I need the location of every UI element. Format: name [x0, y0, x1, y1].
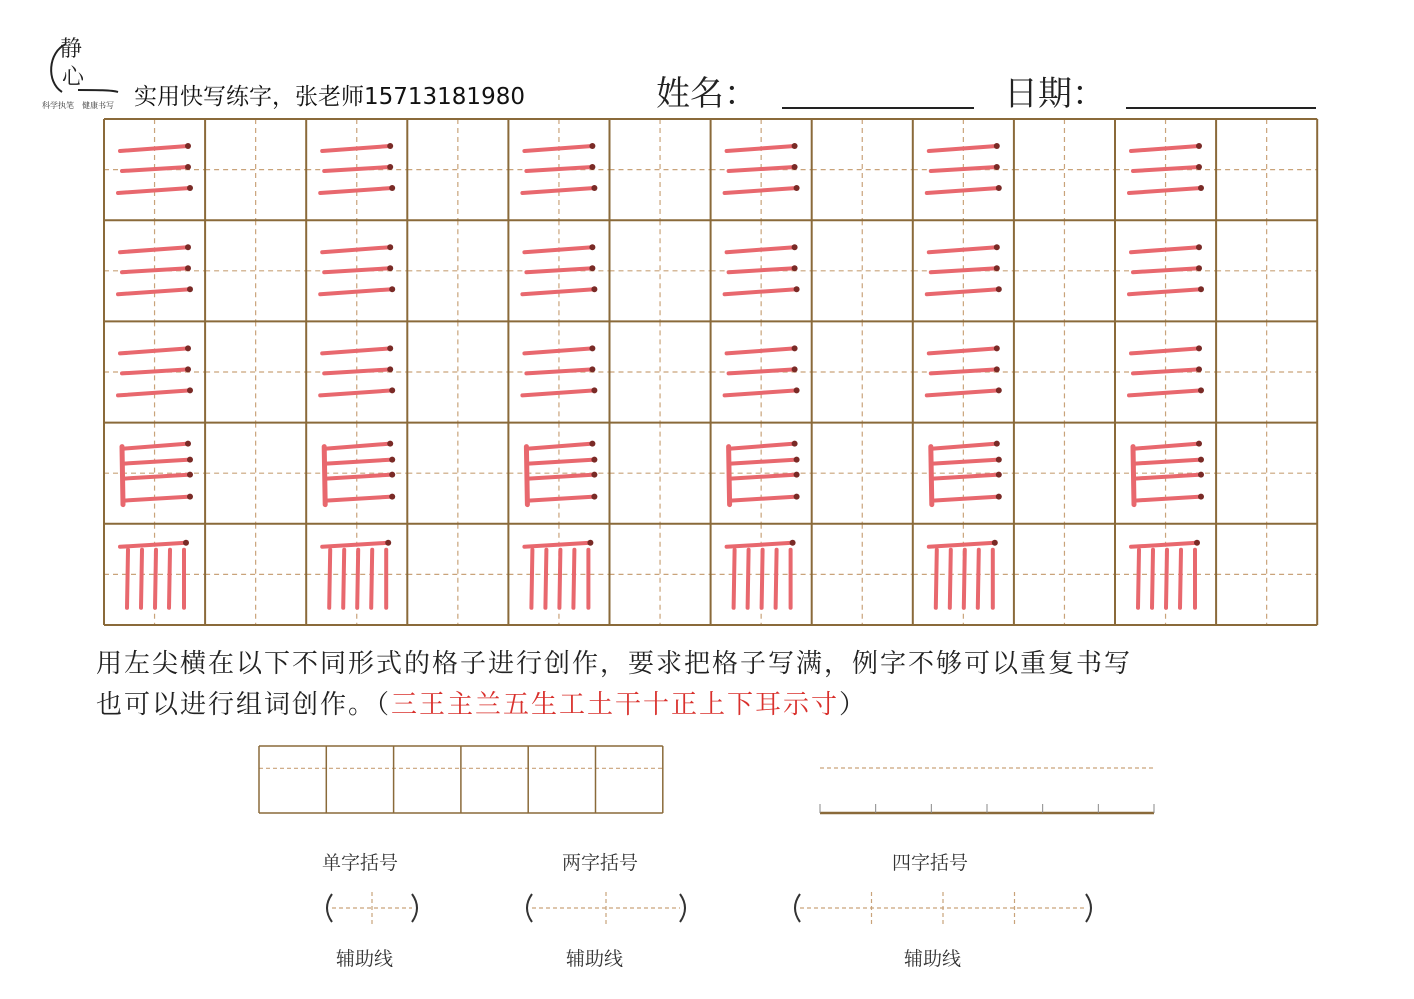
stroke-heng-b — [124, 460, 190, 464]
stroke-top-tip — [587, 540, 593, 546]
stroke-shu — [526, 447, 527, 505]
stroke-heng-c-tip — [1198, 472, 1204, 478]
date-label: 日期： — [1004, 74, 1106, 114]
stroke-heng-b — [731, 460, 797, 464]
stroke-heng-1 — [322, 348, 390, 353]
stroke-top — [120, 543, 186, 547]
stroke-heng-3-tip — [794, 286, 800, 292]
stroke-heng-a — [933, 444, 997, 449]
stroke-heng-d-tip — [996, 494, 1002, 500]
stroke-top-tip — [790, 540, 796, 546]
instructions-suffix: ） — [839, 690, 868, 720]
stroke-heng-c — [1135, 475, 1201, 479]
stroke-heng-c — [124, 475, 190, 479]
stroke-heng-d-tip — [591, 494, 597, 500]
stroke-heng-2 — [1133, 268, 1199, 272]
stroke-heng-2-tip — [1196, 164, 1202, 170]
stroke-vertical — [371, 550, 372, 608]
stroke-heng-2 — [729, 268, 795, 272]
stroke-heng-1 — [120, 247, 188, 252]
stroke-heng-2-tip — [792, 265, 798, 271]
stroke-heng-2-tip — [792, 164, 798, 170]
stroke-heng-1 — [322, 146, 390, 151]
stroke-heng-d-tip — [187, 494, 193, 500]
stroke-heng-a-tip — [387, 441, 393, 447]
name-label: 姓名： — [656, 74, 758, 114]
stroke-heng-1 — [929, 348, 997, 353]
stroke-heng-b-tip — [996, 457, 1002, 463]
stroke-top — [1131, 543, 1197, 547]
stroke-heng-2-tip — [589, 265, 595, 271]
stroke-heng-3-tip — [187, 286, 193, 292]
stroke-heng-3 — [320, 390, 392, 395]
stroke-heng-2 — [931, 369, 997, 373]
stroke-heng-2 — [1133, 369, 1199, 373]
stroke-heng-2 — [526, 268, 592, 272]
stroke-heng-c-tip — [389, 472, 395, 478]
stroke-heng-1 — [1131, 348, 1199, 353]
stroke-heng-a — [731, 444, 795, 449]
stroke-heng-d — [1135, 497, 1201, 501]
stroke-heng-1 — [727, 146, 795, 151]
stroke-heng-1 — [1131, 146, 1199, 151]
stroke-heng-1 — [524, 247, 592, 252]
stroke-vertical — [343, 550, 344, 608]
stroke-heng-c — [326, 475, 392, 479]
stroke-heng-2-tip — [792, 366, 798, 372]
stroke-heng-c-tip — [591, 472, 597, 478]
stroke-heng-3 — [320, 289, 392, 294]
stroke-heng-3 — [320, 188, 392, 193]
stroke-heng-2 — [729, 369, 795, 373]
stroke-heng-1-tip — [1196, 244, 1202, 250]
stroke-vertical — [964, 550, 965, 608]
stroke-vertical — [1180, 550, 1181, 608]
stroke-heng-1 — [929, 247, 997, 252]
stroke-heng-b-tip — [591, 457, 597, 463]
stroke-heng-2 — [1133, 167, 1199, 171]
stroke-heng-2-tip — [185, 366, 191, 372]
stroke-vertical — [776, 550, 777, 608]
stroke-heng-3-tip — [996, 387, 1002, 393]
stroke-top-tip — [385, 540, 391, 546]
stroke-heng-3-tip — [591, 387, 597, 393]
stroke-heng-3 — [1129, 390, 1201, 395]
stroke-vertical — [127, 550, 128, 608]
logo-char-top: 静 — [60, 37, 83, 62]
stroke-heng-2 — [526, 167, 592, 171]
stroke-heng-3 — [522, 390, 594, 395]
stroke-heng-1-tip — [994, 244, 1000, 250]
stroke-heng-1 — [727, 247, 795, 252]
stroke-heng-1-tip — [792, 345, 798, 351]
stroke-heng-a-tip — [589, 441, 595, 447]
stroke-heng-a — [528, 444, 592, 449]
stroke-heng-d-tip — [389, 494, 395, 500]
stroke-heng-3 — [522, 289, 594, 294]
stroke-heng-a — [326, 444, 390, 449]
stroke-heng-3 — [1129, 289, 1201, 294]
stroke-heng-1 — [1131, 247, 1199, 252]
stroke-heng-b-tip — [1198, 457, 1204, 463]
stroke-heng-1 — [929, 146, 997, 151]
stroke-heng-2-tip — [994, 265, 1000, 271]
stroke-heng-2-tip — [994, 164, 1000, 170]
instructions-line2 — [96, 685, 1336, 726]
stroke-heng-b — [933, 460, 999, 464]
logo-tagline: 科学执笔 健康书写 — [42, 101, 114, 110]
stroke-heng-3 — [927, 390, 999, 395]
stroke-vertical — [734, 550, 735, 608]
four-bracket-open — [795, 894, 800, 922]
stroke-shu — [324, 447, 325, 505]
stroke-heng-3-tip — [187, 185, 193, 191]
single-bracket-open — [327, 894, 332, 922]
stroke-heng-1 — [120, 146, 188, 151]
stroke-vertical — [329, 550, 330, 608]
stroke-heng-1 — [727, 348, 795, 353]
stroke-heng-b-tip — [187, 457, 193, 463]
four-bracket-label: 四字括号 — [892, 852, 969, 874]
stroke-heng-3 — [725, 188, 797, 193]
stroke-heng-1 — [524, 348, 592, 353]
stroke-heng-3-tip — [389, 286, 395, 292]
stroke-vertical — [1152, 550, 1153, 608]
stroke-vertical — [531, 550, 532, 608]
stroke-heng-d — [528, 497, 594, 501]
stroke-heng-1 — [524, 146, 592, 151]
stroke-heng-3 — [927, 188, 999, 193]
stroke-heng-2 — [324, 167, 390, 171]
stroke-heng-1-tip — [185, 244, 191, 250]
stroke-heng-1-tip — [589, 244, 595, 250]
stroke-heng-3 — [1129, 188, 1201, 193]
stroke-heng-2-tip — [185, 164, 191, 170]
stroke-heng-3-tip — [187, 387, 193, 393]
stroke-heng-1-tip — [792, 244, 798, 250]
stroke-heng-c — [731, 475, 797, 479]
stroke-vertical — [1166, 550, 1167, 608]
stroke-shu — [122, 447, 123, 505]
stroke-heng-3-tip — [1198, 387, 1204, 393]
stroke-heng-d-tip — [794, 494, 800, 500]
guide-label-2: 辅助线 — [566, 948, 624, 970]
double-bracket-close — [680, 894, 685, 922]
stroke-heng-2 — [122, 268, 188, 272]
guide-label-4: 辅助线 — [904, 948, 962, 970]
stroke-vertical — [762, 550, 763, 608]
stroke-heng-1-tip — [387, 244, 393, 250]
stroke-heng-c-tip — [996, 472, 1002, 478]
stroke-heng-2 — [122, 369, 188, 373]
stroke-heng-c-tip — [187, 472, 193, 478]
stroke-heng-3 — [927, 289, 999, 294]
stroke-vertical — [950, 550, 951, 608]
stroke-heng-1-tip — [994, 143, 1000, 149]
double-bracket-open — [527, 894, 532, 922]
stroke-heng-2-tip — [994, 366, 1000, 372]
stroke-top — [524, 543, 590, 547]
stroke-heng-2-tip — [387, 265, 393, 271]
double-bracket-label: 两字括号 — [562, 852, 639, 874]
stroke-heng-a — [124, 444, 188, 449]
stroke-shu — [1133, 447, 1134, 505]
stroke-heng-3-tip — [794, 387, 800, 393]
stroke-top-tip — [183, 540, 189, 546]
stroke-heng-2 — [324, 369, 390, 373]
stroke-heng-c — [528, 475, 594, 479]
stroke-top-tip — [1194, 540, 1200, 546]
stroke-heng-2-tip — [1196, 366, 1202, 372]
stroke-shu — [729, 447, 730, 505]
stroke-heng-1-tip — [387, 143, 393, 149]
stroke-shu — [931, 447, 932, 505]
stroke-heng-3-tip — [591, 286, 597, 292]
stroke-heng-1-tip — [185, 345, 191, 351]
stroke-heng-d — [326, 497, 392, 501]
stroke-vertical — [545, 550, 546, 608]
stroke-vertical — [559, 550, 560, 608]
stroke-vertical — [357, 550, 358, 608]
instructions-prefix: 也可以进行组词创作。（ — [96, 690, 392, 720]
stroke-heng-2 — [324, 268, 390, 272]
stroke-heng-a-tip — [1196, 441, 1202, 447]
stroke-heng-b-tip — [389, 457, 395, 463]
stroke-heng-2 — [931, 268, 997, 272]
stroke-heng-2 — [931, 167, 997, 171]
example-characters: 三王主兰五生工土干十正上下耳示寸 — [391, 690, 840, 720]
stroke-heng-3-tip — [1198, 185, 1204, 191]
stroke-heng-d-tip — [1198, 494, 1204, 500]
stroke-top — [929, 543, 995, 547]
stroke-vertical — [155, 550, 156, 608]
stroke-heng-3 — [725, 289, 797, 294]
stroke-heng-3 — [118, 390, 190, 395]
stroke-heng-b — [326, 460, 392, 464]
stroke-heng-b-tip — [794, 457, 800, 463]
logo-char-bottom: 心 — [62, 65, 85, 90]
stroke-heng-3 — [725, 390, 797, 395]
studio-contact: 实用快写练字，张老师15713181980 — [134, 84, 525, 110]
stroke-heng-2 — [122, 167, 188, 171]
stroke-vertical — [573, 550, 574, 608]
stroke-heng-d — [731, 497, 797, 501]
stroke-heng-c-tip — [794, 472, 800, 478]
stroke-heng-3 — [118, 188, 190, 193]
stroke-heng-d — [933, 497, 999, 501]
stroke-heng-3-tip — [996, 185, 1002, 191]
stroke-heng-1 — [322, 247, 390, 252]
stroke-heng-1-tip — [589, 143, 595, 149]
stroke-heng-3-tip — [389, 387, 395, 393]
stroke-heng-3-tip — [794, 185, 800, 191]
stroke-heng-3-tip — [1198, 286, 1204, 292]
stroke-heng-3 — [118, 289, 190, 294]
stroke-heng-1-tip — [1196, 345, 1202, 351]
stroke-heng-3 — [522, 188, 594, 193]
stroke-vertical — [1138, 550, 1139, 608]
stroke-heng-1-tip — [589, 345, 595, 351]
stroke-heng-d — [124, 497, 190, 501]
stroke-vertical — [169, 550, 170, 608]
stroke-heng-3-tip — [996, 286, 1002, 292]
stroke-heng-3-tip — [591, 185, 597, 191]
stroke-heng-3-tip — [389, 185, 395, 191]
stroke-heng-b — [528, 460, 594, 464]
stroke-vertical — [141, 550, 142, 608]
stroke-heng-1-tip — [994, 345, 1000, 351]
four-bracket-close — [1086, 894, 1091, 922]
stroke-heng-1-tip — [185, 143, 191, 149]
stroke-heng-2-tip — [1196, 265, 1202, 271]
stroke-heng-1-tip — [387, 345, 393, 351]
stroke-heng-2-tip — [387, 366, 393, 372]
stroke-heng-1 — [120, 348, 188, 353]
stroke-top — [727, 543, 793, 547]
stroke-heng-a-tip — [994, 441, 1000, 447]
stroke-heng-2 — [729, 167, 795, 171]
stroke-top-tip — [992, 540, 998, 546]
stroke-heng-a-tip — [792, 441, 798, 447]
stroke-top — [322, 543, 388, 547]
stroke-heng-a-tip — [185, 441, 191, 447]
stroke-heng-1-tip — [792, 143, 798, 149]
stroke-vertical — [936, 550, 937, 608]
stroke-heng-2-tip — [387, 164, 393, 170]
stroke-heng-2-tip — [589, 366, 595, 372]
stroke-heng-2-tip — [185, 265, 191, 271]
guide-label-1: 辅助线 — [336, 948, 394, 970]
instructions-line1: 用左尖横在以下不同形式的格子进行创作，要求把格子写满，例字不够可以重复书写 — [96, 649, 1133, 679]
stroke-heng-2 — [526, 369, 592, 373]
stroke-heng-b — [1135, 460, 1201, 464]
stroke-heng-2-tip — [589, 164, 595, 170]
single-bracket-label: 单字括号 — [322, 852, 399, 874]
stroke-heng-1-tip — [1196, 143, 1202, 149]
stroke-vertical — [978, 550, 979, 608]
single-bracket-close — [412, 894, 417, 922]
stroke-heng-c — [933, 475, 999, 479]
instructions — [96, 644, 1336, 726]
stroke-vertical — [748, 550, 749, 608]
stroke-heng-a — [1135, 444, 1199, 449]
